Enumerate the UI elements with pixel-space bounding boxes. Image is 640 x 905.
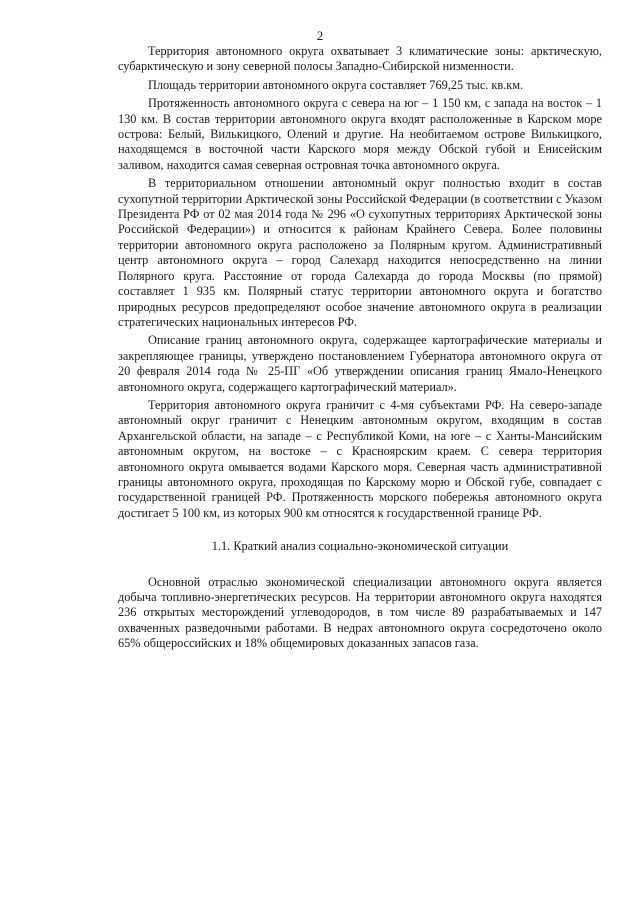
paragraph-arctic-zone: В территориальном отношении автономный округ полностью входит в состав сухопутной территории Арктической зоны Российской Федерации (в соответствии с Указом Президента РФ от 02 мая 2014 года № 296 «О сухопутных территориях Арктической зоны Российской Федерации») и относится к районам Крайнего Севера. Более половины территории автономного округа расположено за Полярным кругом. Административный центр автономного округа – город Салехард находится непосредственно на линии Полярного круга. Расстояние от города Салехарда до города Москвы (по прямой) составляет 1 935 км. Полярный статус территории автономного округа и богатство природных ресурсов предопределяют особое значение автономного округа в реализации стратегических национальных интересов РФ. — [118, 176, 602, 329]
section-heading: 1.1. Краткий анализ социально-экономической ситуации — [211, 539, 509, 554]
paragraph-neighbors: Территория автономного округа граничит с 4-мя субъектами РФ. На северо-западе автономный округ граничит с Ненецким автономным округом, входящим в состав Архангельской области, на западе – с Республикой Коми, на юге – с Ханты-Мансийским автономным округом, на востоке – с Красноярским краем. С севера территория автономного округа омывается водами Карского моря. Северная часть административной границы автономного округа, проходящая по Карскому морю и Обской губе, совпадает с государственной границей РФ. Протяженность морского побережья автономного округа достигает 5 100 км, из которых 900 км относятся к государственной границе РФ. — [118, 397, 602, 520]
paragraph-extent-islands: Протяженность автономного округа с севера на юг – 1 150 км, с запада на восток – 1 130 км. В состав территории автономного округа входят расположенные в Карском море острова: Белый, Вилькицкого, Олений и другие. На необитаемом острове Вилькицкого, находящемся в восточной части Карского моря между Обской губой и Енисейским заливом, находится самая северная островная точка автономного округа. — [118, 96, 602, 172]
paragraph-boundaries-description: Описание границ автономного округа, содержащее картографические материалы и закрепляющее границы, утверждено постановлением Губернатора автономного округа от 20 февраля 2014 года № 25-ПГ «Об утверждении описания границ Ямало-Ненецкого автономного округа, содержащего картографический материал». — [118, 333, 602, 394]
document-body — [118, 44, 602, 652]
paragraph-climate-zones: Территория автономного округа охватывает 3 климатические зоны: арктическую, субарктическую и зону северной полосы Западно-Сибирской низменности. — [118, 44, 602, 74]
page-number: 2 — [316, 28, 324, 43]
paragraph-area: Площадь территории автономного округа составляет 769,25 тыс. кв.км. — [148, 77, 524, 92]
paragraph-economy: Основной отраслью экономической специализации автономного округа является добыча топливно-энергетических ресурсов. На территории автономного округа находятся 236 открытых месторождений углеводородов, в том числе 89 разрабатываемых и 147 охваченных разведочными работами. В недрах автономного округа сосредоточено около 65% общероссийских и 18% общемировых доказанных запасов газа. — [118, 574, 602, 651]
